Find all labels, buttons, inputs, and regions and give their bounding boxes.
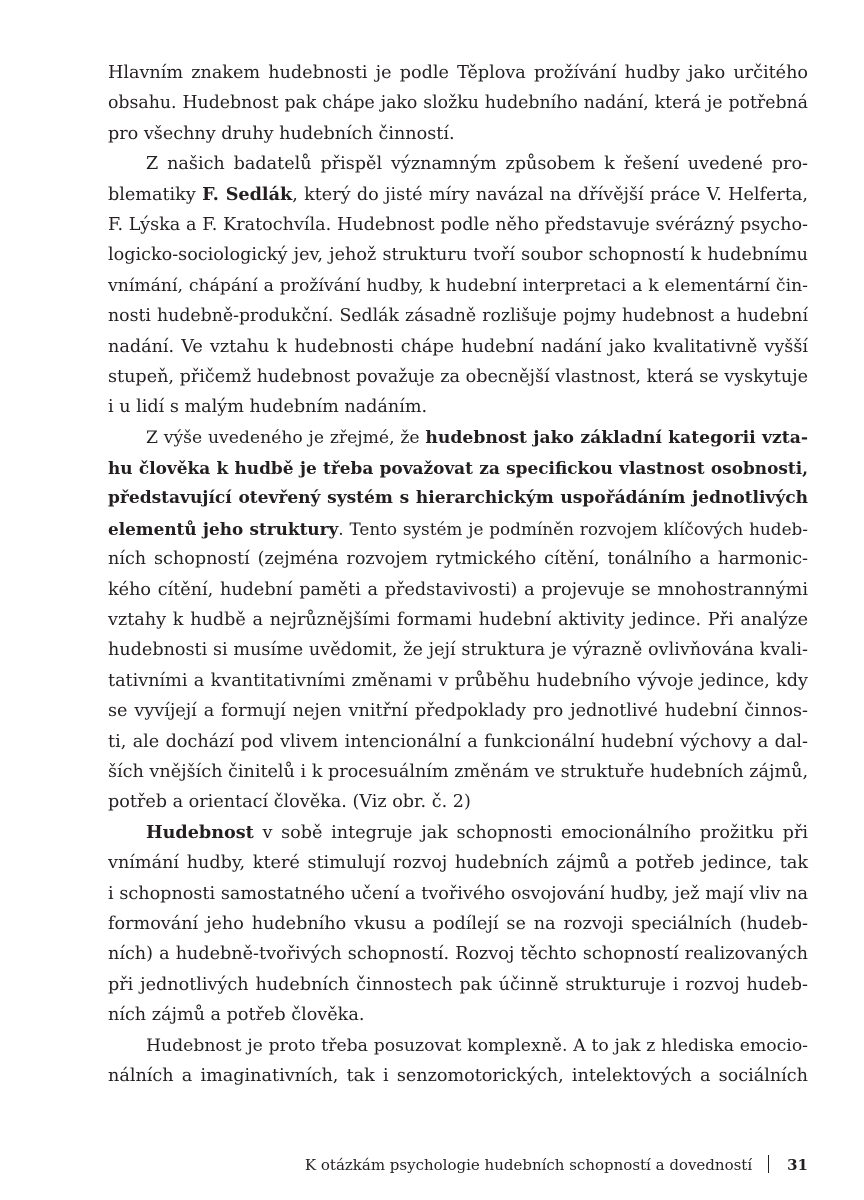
text-line: [108, 1000, 808, 1030]
text-run: Z našich badatelů přispěl významným způsobem k řešení uvedené pro-: [146, 154, 808, 175]
text-run: stupeň, přičemž hudebnost považuje za obecnější vlastnost, která se vyskytuje: [108, 366, 809, 387]
text-line: [108, 696, 808, 726]
bold-run: hudebnost jako základní kategorii vzta-: [425, 427, 808, 448]
text-line: [108, 605, 808, 635]
text-line: [108, 392, 808, 422]
paragraph: [108, 58, 808, 149]
text-line: [108, 332, 808, 362]
text-run: tativními a kvantitativními změnami v průběhu hudebního vývoje jedince, kdy: [108, 670, 808, 691]
text-line: [108, 514, 808, 544]
text-run: ních schopností (zejména rozvojem rytmického cítění, tonálního a harmonic-: [108, 549, 808, 570]
text-run: Hlavním znakem hudebnosti je podle Těplova prožívání hudby jako určitého: [108, 63, 808, 83]
text-line: [108, 362, 808, 392]
text-line: [108, 149, 808, 179]
paragraph: [108, 1031, 808, 1092]
paragraph: [108, 149, 808, 423]
text-line: [108, 848, 808, 878]
text-run: ších vnějších činitelů i k procesuálním změnám ve struktuře hudebních zájmů,: [108, 761, 809, 782]
text-run: Z výše uvedeného je zřejmé, že: [146, 427, 426, 448]
text-run: i schopnosti samostatného učení a tvořivého osvojování hudby, jež mají vliv na: [108, 883, 808, 904]
text-line: [108, 909, 808, 939]
text-line: [108, 1061, 808, 1091]
text-run: nosti hudebně-produkční. Sedlák zásadně rozlišuje pojmy hudebnost a hudební: [108, 306, 808, 327]
text-line: [108, 575, 808, 605]
footer-separator: [768, 1155, 769, 1173]
text-run: se vyvíjejí a formují nejen vnitřní předpoklady pro jednotlivé hudební činnos-: [108, 701, 808, 722]
text-line: [108, 635, 808, 665]
text-run: vnímání hudby, které stimulují rozvoj hudebních zájmů a potřeb jedince, tak: [108, 853, 808, 874]
text-line: [108, 88, 808, 118]
paragraph: [108, 423, 808, 818]
text-line: [108, 970, 808, 1000]
text-line: [108, 453, 808, 483]
text-line: [108, 757, 808, 787]
text-line: [108, 939, 808, 969]
page-body: [108, 58, 808, 1091]
text-line: [108, 301, 808, 331]
text-run: i u lidí s malým hudebním nadáním.: [108, 397, 428, 418]
running-title: K otázkám psychologie hudebních schopností a dovedností: [304, 1156, 753, 1174]
text-run: nálních a imaginativních, tak i senzomotorických, intelektových a sociálních: [108, 1065, 808, 1086]
text-line: [108, 1031, 808, 1061]
paragraph: [108, 818, 808, 1031]
text-run: logicko-sociologický jev, jehož strukturu tvoří soubor schopností k hudebnímu: [108, 245, 808, 266]
text-run: nadání. Ve vztahu k hudebnosti chápe hudební nadání jako kvalitativně vyšší: [108, 336, 808, 357]
text-run: hudebnosti si musíme uvědomit, že její struktura je výrazně ovlivňována kvali-: [108, 640, 808, 661]
bold-run: hu člověka k hudbě je třeba považovat za specifickou vlastnost osobnosti,: [108, 458, 808, 479]
text-line: [108, 483, 808, 513]
bold-run: představující otevřený systém s hierarchickým uspořádáním jednotlivých: [108, 488, 808, 509]
text-run: potřeb a orientací člověka. (Viz obr. č. 2): [108, 792, 471, 813]
text-run: F. Lýska a F. Kratochvíla. Hudebnost podle něho představuje svérázný psycho-: [108, 214, 808, 235]
page-number: 31: [787, 1156, 808, 1174]
text-run: . Tento systém je podmíněn rozvojem klíčových hudeb-: [338, 518, 808, 539]
bold-run: elementů jeho struktury: [108, 518, 339, 539]
text-line: [108, 787, 808, 817]
text-line: [108, 727, 808, 757]
text-run: v sobě integruje jak schopnosti emocionálního prožitku při: [253, 822, 808, 843]
text-line: [108, 119, 808, 149]
text-run: blematiky: [108, 184, 203, 205]
bold-run: F. Sedlák: [202, 183, 293, 205]
text-line: [108, 180, 808, 210]
text-line: [108, 666, 808, 696]
text-run: Hudebnost je proto třeba posuzovat komplexně. A to jak z hlediska emocio-: [146, 1035, 808, 1056]
text-run: pro všechny druhy hudebních činností.: [108, 123, 455, 144]
text-run: formování jeho hudebního vkusu a podílejí se na rozvoji speciálních (hudeb-: [108, 913, 808, 934]
text-line: [108, 210, 808, 240]
bold-run: Hudebnost: [146, 821, 254, 843]
text-line: [108, 58, 808, 88]
text-line: [108, 271, 808, 301]
text-run: , který do jisté míry navázal na dřívější práce V. Helferta,: [292, 184, 808, 205]
text-run: obsahu. Hudebnost pak chápe jako složku hudebního nadání, která je potřebná: [108, 93, 808, 114]
text-line: [108, 544, 808, 574]
text-run: vnímání, chápání a prožívání hudby, k hudební interpretaci a k elementární čin-: [108, 275, 808, 296]
page-footer: [108, 1155, 808, 1175]
text-run: vztahy k hudbě a nejrůznějšími formami hudební aktivity jedince. Při analýze: [108, 610, 808, 631]
text-run: ních zájmů a potřeb člověka.: [108, 1005, 365, 1026]
text-line: [108, 879, 808, 909]
text-run: ních) a hudebně-tvořivých schopností. Rozvoj těchto schopností realizovaných: [108, 944, 808, 965]
text-line: [108, 240, 808, 270]
text-line: [108, 818, 808, 848]
text-run: při jednotlivých hudebních činnostech pak účinně strukturuje i rozvoj hudeb-: [108, 974, 808, 995]
text-line: [108, 423, 808, 453]
text-run: kého cítění, hudební paměti a představivosti) a projevuje se mnohostrannými: [108, 579, 808, 600]
text-run: ti, ale dochází pod vlivem intencionální a funkcionální hudební výchovy a dal-: [108, 731, 808, 752]
